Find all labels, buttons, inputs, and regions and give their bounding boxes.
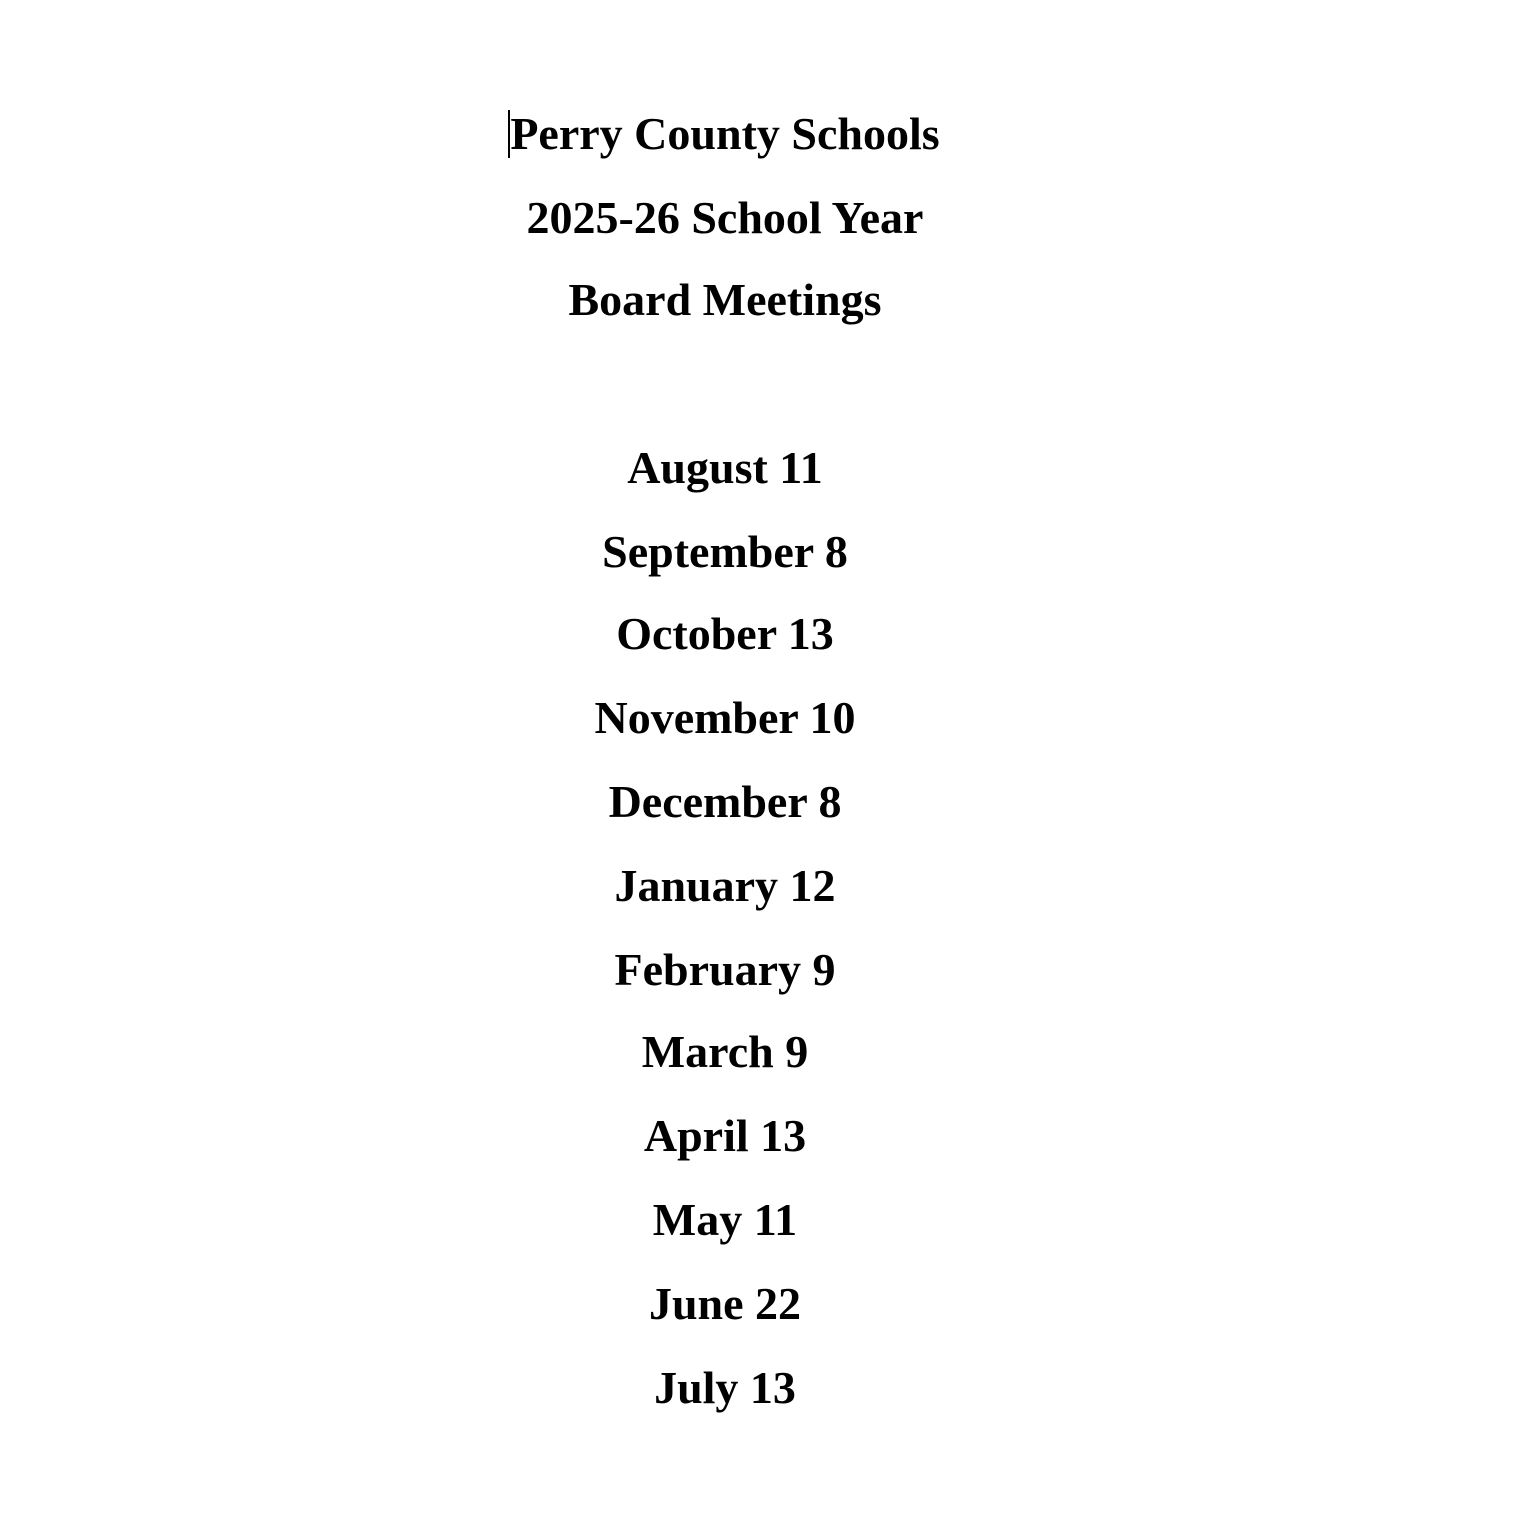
- meeting-date-item: September 8: [602, 526, 848, 577]
- meeting-date-item: February 9: [614, 944, 836, 995]
- school-year-title: 2025-26 School Year: [526, 192, 924, 243]
- meeting-date-item: October 13: [616, 608, 834, 659]
- meeting-date-item: July 13: [654, 1362, 796, 1413]
- text-cursor: [508, 110, 510, 158]
- meeting-date-item: November 10: [594, 692, 856, 743]
- district-title-wrap: [510, 104, 939, 164]
- district-title-line: [0, 104, 1450, 164]
- meeting-date-item: March 9: [641, 1026, 809, 1077]
- meeting-date-item: June 22: [648, 1278, 802, 1329]
- meeting-date-item: August 11: [627, 442, 823, 493]
- meeting-date-item: December 8: [608, 776, 842, 827]
- meeting-date-item: January 12: [614, 860, 836, 911]
- meeting-date-item: May 11: [652, 1194, 798, 1245]
- board-meetings-title: Board Meetings: [568, 274, 882, 325]
- district-title: Perry County Schools: [510, 108, 940, 159]
- meeting-date-item: April 13: [643, 1110, 807, 1161]
